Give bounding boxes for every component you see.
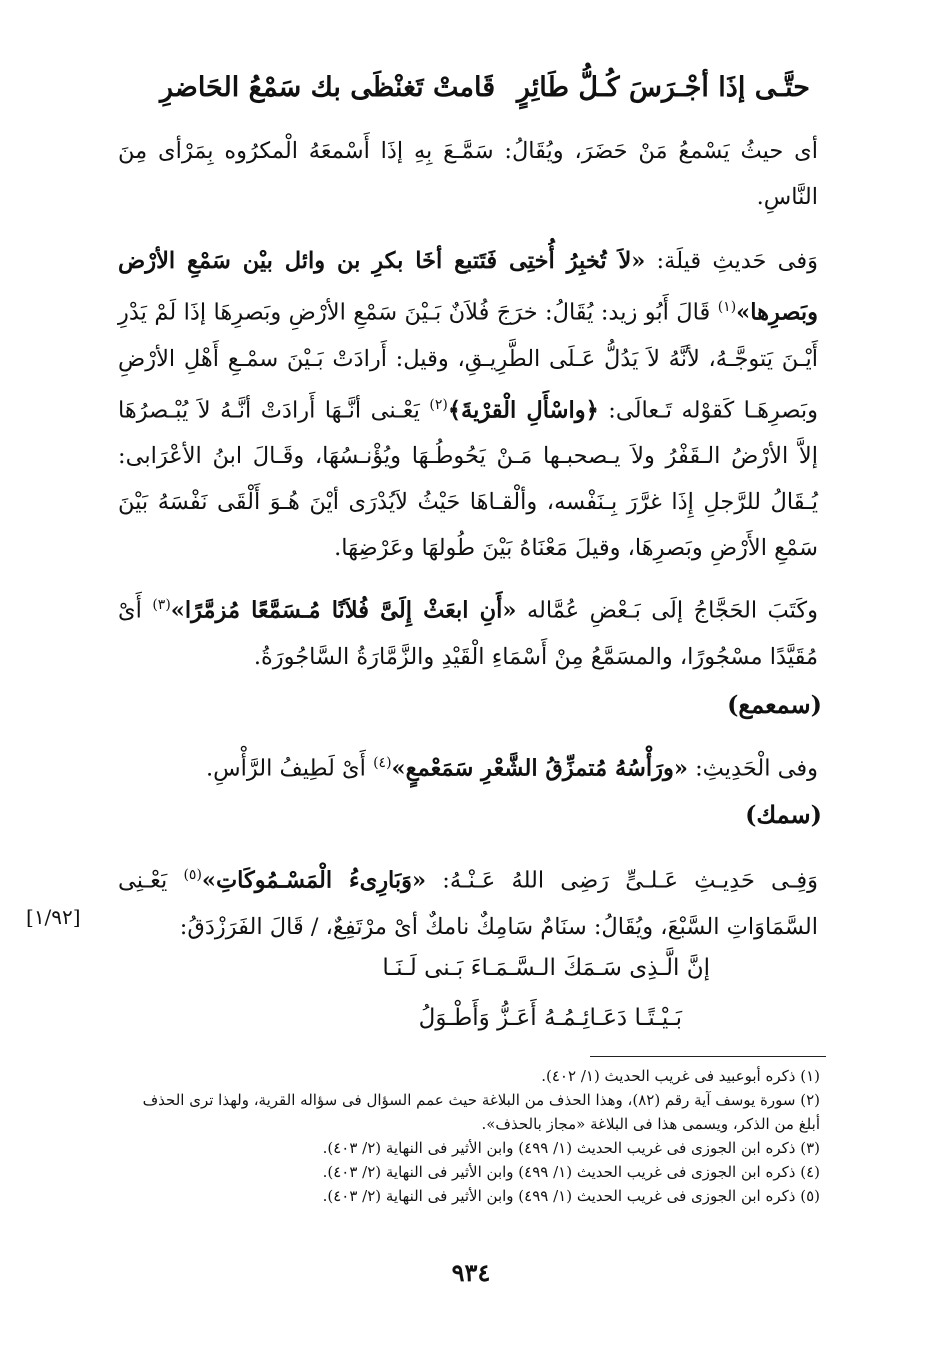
footnote-ref: (٣) (152, 597, 171, 613)
paragraph-text: وكَتَبَ الحَجَّاجُ إلَى بَـعْضِ عُمَّاله (526, 597, 818, 624)
footnote-divider (590, 1056, 826, 1058)
footnote-ref: (١) (717, 299, 737, 315)
footnote-ref: (٥) (183, 867, 202, 883)
paragraph-text: يَعْـنِى السَّمَاوَاتِ السَّبْعَ، ويُقَالُ: سنَامٌ سَامِكٌ نامكٌ أىْ مرْتَفِعٌ، / قَالَ الفَرَزْدَقُ: (118, 867, 818, 940)
hadith-quote: «لاَ تُخبِرُ أُختِى فَتَتبع أخَا بكرِ بن وائل بيْن سَمْعِ الأرْض وبَصرِها» (118, 248, 818, 326)
hadith-quote: «ورَأْسُهُ مُتمزِّقُ الشَّعْرِ سَمَعْمعٍ» (391, 755, 688, 782)
footnote-2: (٢) سورة يوسف آية رقم (٨٢)، وهذا الحذف من البلاغة حيث عمم السؤال فى سؤاله القرية، ولهذا ترى الحذف أبلغ من الذكر، ويسمى هذا فى البلاغة «مجاز بالحذف». (142, 1091, 820, 1133)
paragraph-text: وفى الْحَدِيثِ: (695, 755, 818, 782)
footnote-4: (٤) ذكره ابن الجوزى فى غريب الحديث (١/ ٤٩٩) وابن الأثير فى النهاية (٢/ ٤٠٣). (322, 1163, 820, 1181)
hadith-quote: «وَبَارِىءُ الْمَسْـمُوكَاتِ» (201, 867, 427, 894)
paragraph-text: قَالَ أَبُو زيد: يُقَالُ: خرَجَ فُلاَنٌ بَـيْنَ سَمْعِ الأرْضِ وبَصرِهَا إذَا لَمْ يَدْرِ أَيْـنَ يَتوجَّـهُ، لأنَّهُ لاَ يَدُلُّ عَـلَى الطَّرِيـقِ، وقيل: أَرادَتْ بَـيْنَ سمْـعِ أَهْلِ الأرْضِ وبَصرِهَـا كَقوْله تَـعالَى: (118, 299, 819, 423)
verse-hemistich-left: قَامتْ تَغنْظَى بك سَمْعُ الحَاضرِ (160, 71, 496, 103)
hadith-quote: «أَنِ ابعَثْ إِلَىَّ فُلاَنًا مُـسَمَّعًا مُزمَّرًا» (170, 597, 517, 624)
poem-line-2: بَـيْـتًـا دَعَـائِـمُـهُ أَعَـزُّ وَأَطْـوَلُ (418, 1005, 682, 1031)
poem-line-1: إنَّ الَّـذِى سَـمَكَ الـسَّـمَـاءَ بَـنى لَـنَـا (382, 955, 710, 981)
paragraph-text: وَفِـى حَدِيـثِ عَـلـىٍّ رَضِى اللهُ عَـنْـهُ: (442, 867, 819, 894)
paragraph-text: أى حيثُ يَسْمعُ مَنْ حَضَرَ، ويُقَالُ: سَمَّـعَ بِهِ إذَا أَسْمعَهُ الْمكرُوه بِمَرْأى مِنَ النَّاسِ. (118, 138, 818, 210)
paragraph-text: يَعْـنى أنَّـهَا أَرادَتْ أنَّـهُ لاَ يُبْـصرُهَا إلاَّ الأرْضُ الـقَفْرُ ولاَ يـصحبـها مَـنْ يَحُوطُـهَا ويُؤْنـسُهَا، وقَـالَ ابنُ الأعْرَابى: يُـقَالُ للرَّجلِ إِذَا غرَّرَ بِـنَفْسه، وألْقـاهَا حَيْثُ لاَيُدْرَى أيْنَ هُـوَ أَلْقَى نَفْسَهُ بَيْنَ سَمْعِ الأَرْضِ وبَصرِهَا، وقيلَ مَعْنَاهُ بَيْنَ طُولهَا وعَرْضِهَا. (118, 397, 818, 561)
footnote-1: (١) ذكره أبوعبيد فى غريب الحديث (١/ ٤٠٢). (541, 1067, 820, 1085)
paragraph-1 (118, 128, 818, 220)
quran-quote: ﴿واسْأَلِ الْقرْيةَ﴾ (447, 397, 599, 423)
footnote-5: (٥) ذكره ابن الجوزى فى غريب الحديث (١/ ٤٩٩) وابن الأثير فى النهاية (٢/ ٤٠٣). (322, 1187, 820, 1205)
footnote-3: (٣) ذكره ابن الجوزى فى غريب الحديث (١/ ٤٩٩) وابن الأثير فى النهاية (٢/ ٤٠٣). (322, 1139, 820, 1157)
manuscript-folio-marker: [١/٩٢] (26, 905, 81, 929)
section-heading-samak: (سمك) (745, 800, 822, 829)
paragraph-3 (118, 582, 818, 680)
paragraph-2 (118, 238, 818, 571)
paragraph-text: أَىْ مُقَيَّدًا مسْجُورًا، والمسَمَّعُ مِنْ أَسْمَاءِ الْقَيْدِ والزَّمَّارَةُ السَّاجُورَةُ. (118, 597, 818, 670)
verse-hemistich-right: حتَّـى إذَا أجْـرَسَ كُـلُّ طَائِرٍ (516, 71, 810, 103)
footnotes (120, 1064, 820, 1208)
page-number: ٩٣٤ (451, 1258, 491, 1287)
paragraph-4 (118, 740, 818, 792)
opening-verse (160, 62, 810, 112)
paragraph-text: أَىْ لَطِيفُ الرَّأْسِ. (205, 755, 366, 782)
footnote-ref: (٤) (373, 755, 392, 771)
section-heading-samamam: (سمعمع) (727, 690, 822, 719)
paragraph-text: وَفى حَديثِ قيلَة: (656, 248, 818, 274)
footnote-ref: (٢) (429, 396, 448, 413)
paragraph-5 (118, 852, 818, 950)
